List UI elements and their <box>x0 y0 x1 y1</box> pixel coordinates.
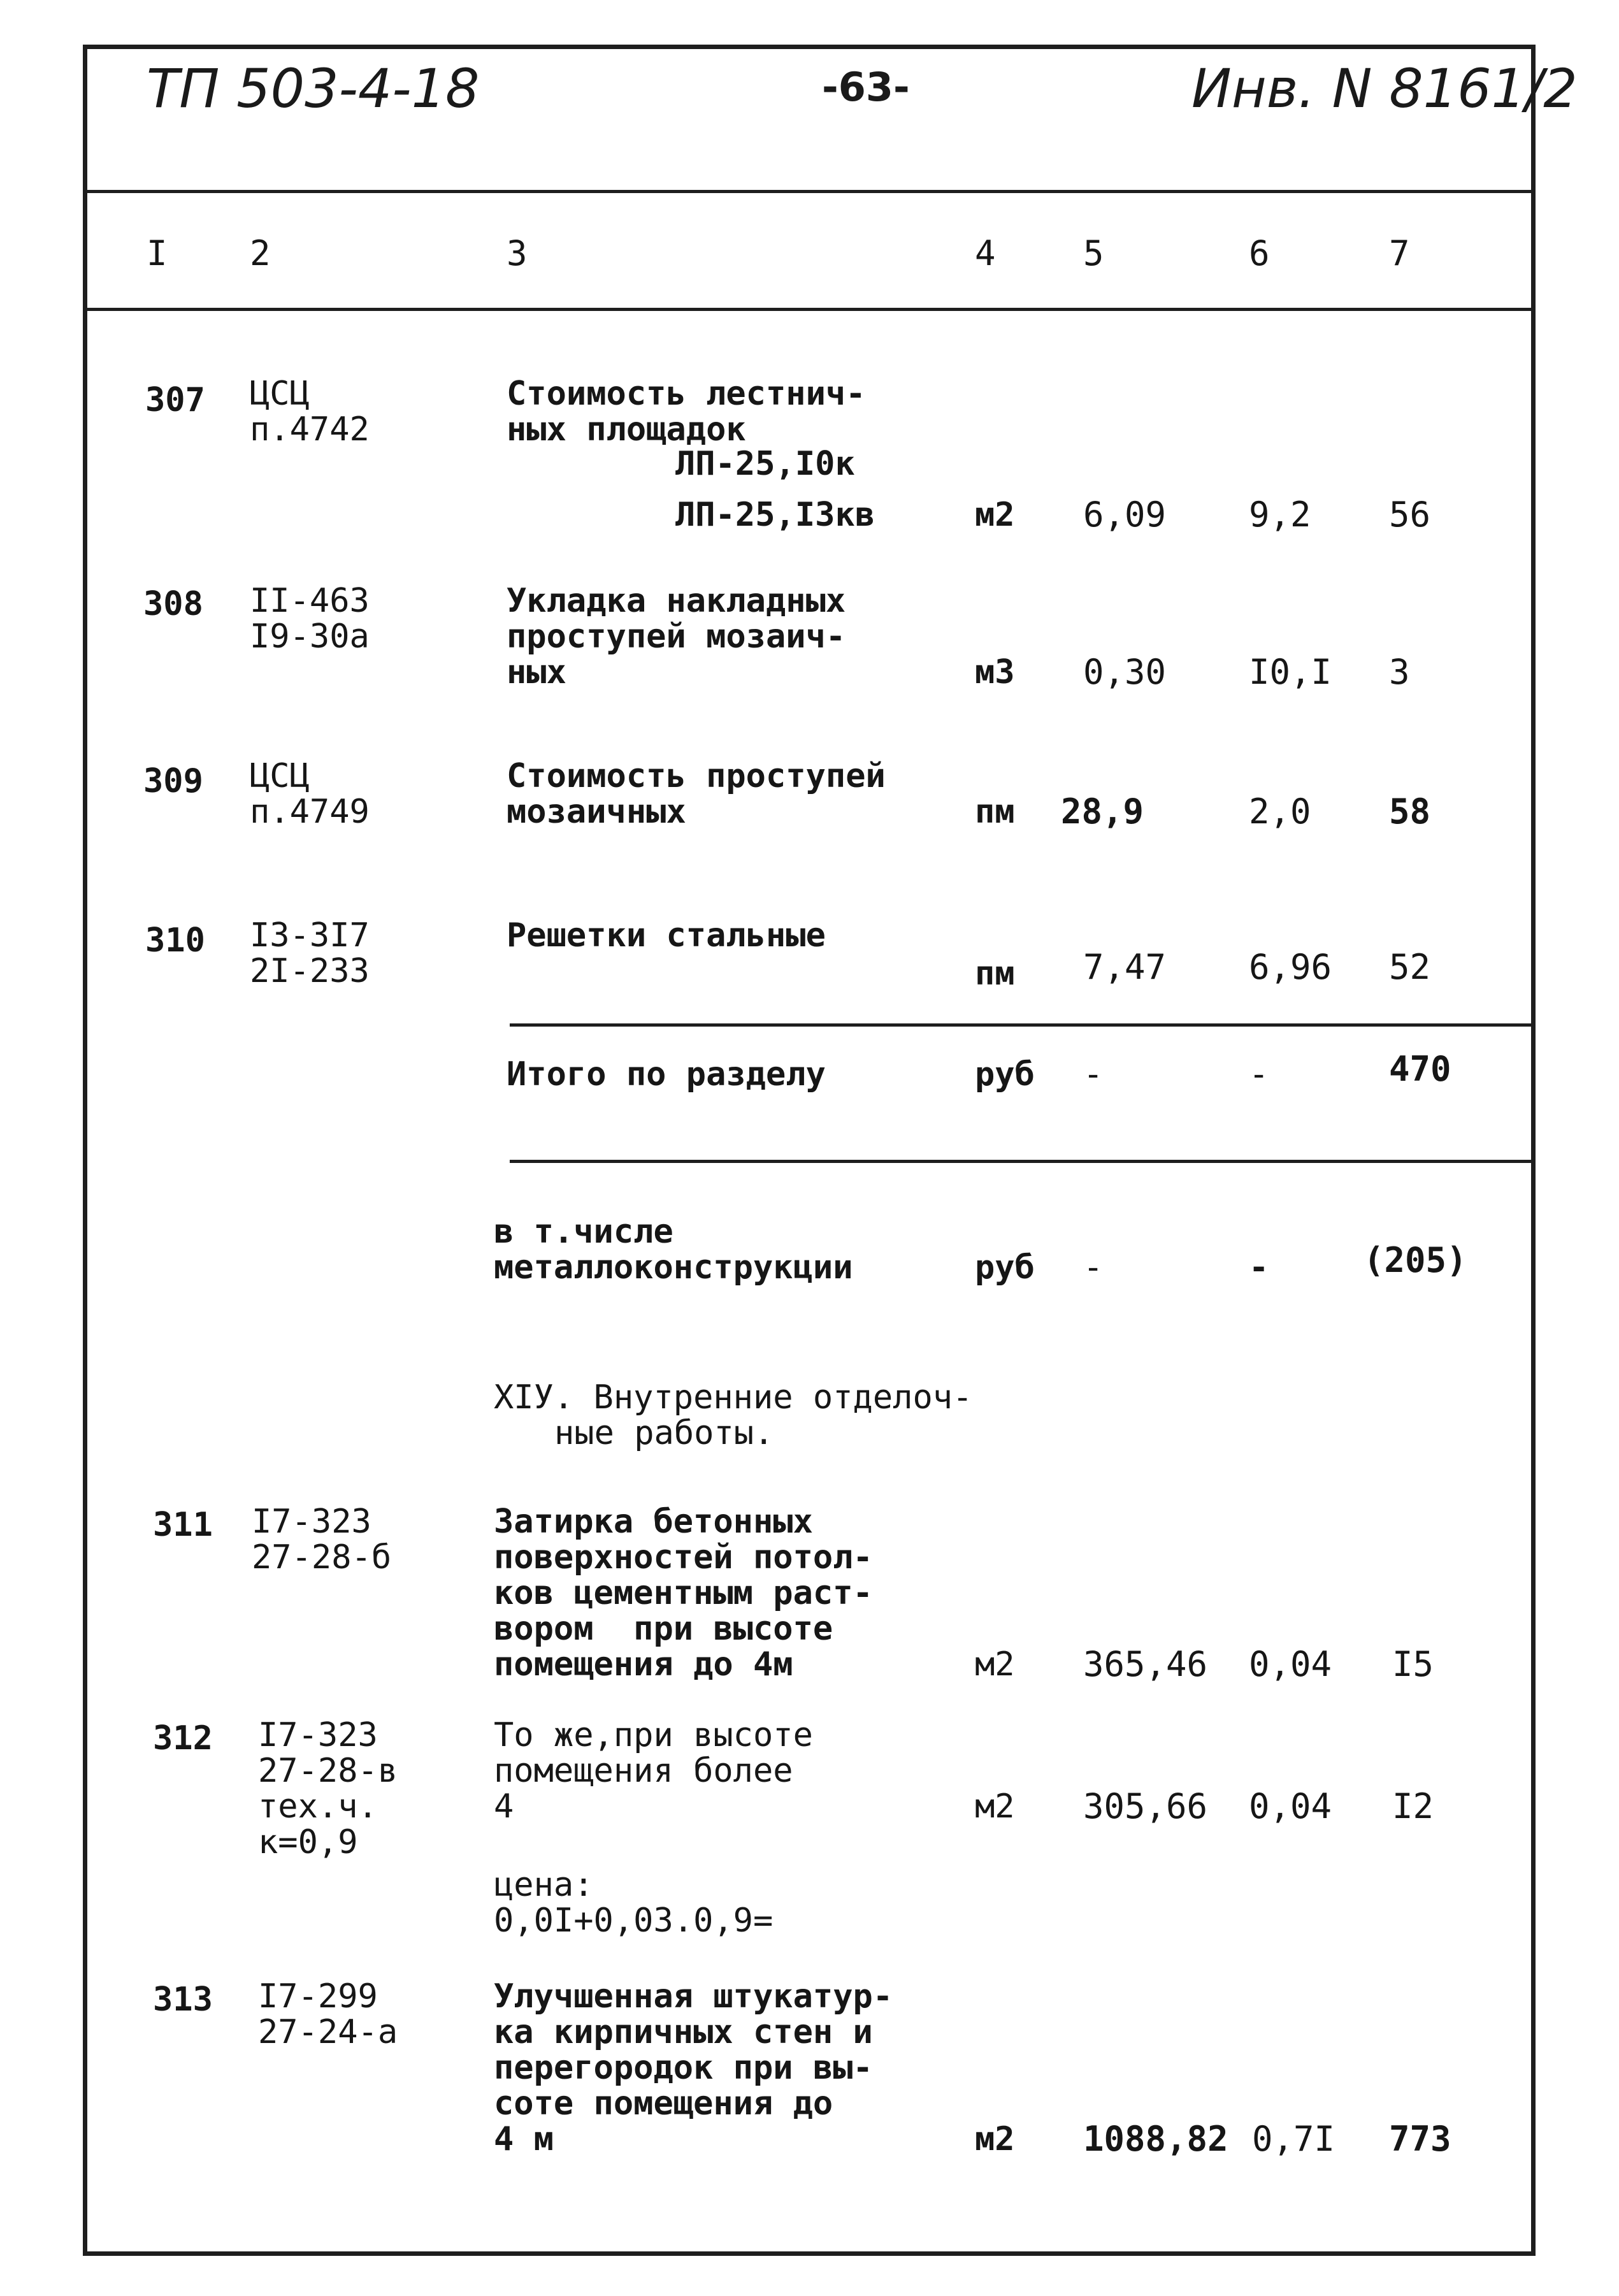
column-header-divider <box>87 308 1531 311</box>
row-unit: пм <box>975 793 1015 831</box>
col-header-5: 5 <box>1083 233 1104 273</box>
row-unit: м2 <box>975 2120 1015 2158</box>
page-number: -63- <box>822 64 910 110</box>
row-desc-line: мозаичных <box>507 793 686 831</box>
row-code-line: тех.ч. <box>258 1787 378 1826</box>
including-price: - <box>1249 1248 1269 1287</box>
row-desc-line: вором при высоте <box>494 1610 833 1648</box>
row-desc-line: соте помещения до <box>494 2084 833 2123</box>
row-total: I2 <box>1392 1786 1434 1826</box>
row-number: 311 <box>153 1506 213 1544</box>
header-divider <box>87 190 1531 193</box>
row-total: 58 <box>1389 791 1431 832</box>
row-code-line: I7-323 <box>258 1716 378 1754</box>
row-desc-line: ных площадок <box>507 410 746 449</box>
row-code-line: I9-30а <box>250 617 370 656</box>
section-title-line: XIУ. Внутренние отделоч- <box>494 1378 973 1417</box>
row-code-line: I7-323 <box>252 1503 371 1541</box>
row-number: 307 <box>145 381 205 419</box>
price-note-line: цена: <box>494 1866 594 1904</box>
row-desc-line: Решетки стальные <box>507 916 826 955</box>
row-desc-line: ков цементным раст- <box>494 1574 873 1612</box>
row-number: 310 <box>145 921 205 960</box>
section-total-price: - <box>1249 1055 1269 1094</box>
row-desc-line: ка кирпичных стен и <box>494 2013 873 2051</box>
price-note-line: 0,0I+0,03.0,9= <box>494 1902 774 1940</box>
section-total-value: 470 <box>1389 1049 1451 1089</box>
row-desc-line: Укладка накладных <box>507 582 846 620</box>
col-header-6: 6 <box>1249 233 1270 273</box>
including-total: (205) <box>1364 1240 1467 1280</box>
row-desc-line: То же,при высоте <box>494 1716 813 1754</box>
section-total-label: Итого по разделу <box>507 1055 826 1094</box>
row-desc-line: ЛП-25,I3кв <box>675 496 875 534</box>
row-unit: м2 <box>975 1787 1015 1826</box>
row-code-line: ЦСЦ <box>250 375 310 413</box>
row-total: 56 <box>1389 495 1431 535</box>
row-code-line: I3-3I7 <box>250 916 370 955</box>
including-qty: - <box>1083 1248 1104 1287</box>
row-code-line: 2I-233 <box>250 952 370 990</box>
row-desc-line: проступей мозаич- <box>507 617 846 656</box>
row-code-line: п.4749 <box>250 793 370 831</box>
row-desc-line: Стоимость проступей <box>507 757 886 795</box>
row-unit: м2 <box>975 496 1015 534</box>
including-label-line: металлоконструкции <box>494 1248 853 1287</box>
row-total: 3 <box>1389 652 1410 692</box>
section-total-qty: - <box>1083 1055 1104 1094</box>
row-unit: пм <box>975 955 1015 993</box>
row-total: I5 <box>1392 1644 1434 1684</box>
row-number: 308 <box>143 585 203 623</box>
row-price: I0,I <box>1249 652 1332 692</box>
row-total: 52 <box>1389 947 1431 987</box>
row-quantity: 1088,82 <box>1083 2119 1228 2159</box>
including-label-line: в т.числе <box>494 1213 673 1251</box>
row-total: 773 <box>1389 2119 1451 2159</box>
project-code: ТП 503-4-18 <box>147 57 480 120</box>
row-code-line: I7-299 <box>258 1977 378 2016</box>
inventory-number: Инв. N 8161/2 <box>1191 57 1578 120</box>
row-price: 0,7I <box>1252 2119 1335 2159</box>
col-header-7: 7 <box>1389 233 1410 273</box>
row-price: 0,04 <box>1249 1644 1332 1684</box>
section-title-line: ные работы. <box>554 1414 774 1452</box>
row-desc-line: ЛП-25,I0к <box>675 445 855 483</box>
row-code-line: к=0,9 <box>258 1823 358 1861</box>
row-code-line: 27-28-б <box>252 1538 392 1577</box>
row-desc-line: 4 <box>494 1787 514 1826</box>
section-total-unit: руб <box>975 1055 1035 1094</box>
row-desc-line: 4 м <box>494 2120 554 2158</box>
row-desc-line: помещения более <box>494 1752 793 1790</box>
row-code-line: 27-24-а <box>258 2013 398 2051</box>
row-quantity: 7,47 <box>1083 947 1167 987</box>
total-divider <box>510 1160 1531 1163</box>
row-unit: м2 <box>975 1645 1015 1684</box>
row-code-line: ЦСЦ <box>250 757 310 795</box>
row-code-line: п.4742 <box>250 410 370 449</box>
row-price: 6,96 <box>1249 947 1332 987</box>
row-quantity: 305,66 <box>1083 1786 1208 1826</box>
row-desc-line: помещения до 4м <box>494 1645 793 1684</box>
col-header-4: 4 <box>975 233 996 273</box>
col-header-2: 2 <box>250 233 271 273</box>
row-number: 312 <box>153 1719 213 1758</box>
row-desc-line: перегородок при вы- <box>494 2049 873 2087</box>
row-quantity: 0,30 <box>1083 652 1167 692</box>
row-desc-line: поверхностей потол- <box>494 1538 873 1577</box>
row-desc-line: Улучшенная штукатур- <box>494 1977 893 2016</box>
row-quantity: 6,09 <box>1083 495 1167 535</box>
row-code-line: 27-28-в <box>258 1752 398 1790</box>
row-desc-line: Затирка бетонных <box>494 1503 813 1541</box>
row-desc-line: ных <box>507 653 566 691</box>
row-unit: м3 <box>975 653 1015 691</box>
row-price: 9,2 <box>1249 495 1311 535</box>
row-desc-line: Стоимость лестнич- <box>507 375 866 413</box>
col-header-1: I <box>147 233 168 273</box>
subtotal-divider <box>510 1023 1531 1027</box>
row-quantity: 365,46 <box>1083 1644 1208 1684</box>
row-price: 0,04 <box>1249 1786 1332 1826</box>
including-unit: руб <box>975 1248 1035 1287</box>
col-header-3: 3 <box>507 233 528 273</box>
row-quantity: 28,9 <box>1061 791 1144 832</box>
row-price: 2,0 <box>1249 791 1311 832</box>
row-number: 309 <box>143 762 203 800</box>
row-code-line: II-463 <box>250 582 370 620</box>
row-number: 313 <box>153 1981 213 2019</box>
